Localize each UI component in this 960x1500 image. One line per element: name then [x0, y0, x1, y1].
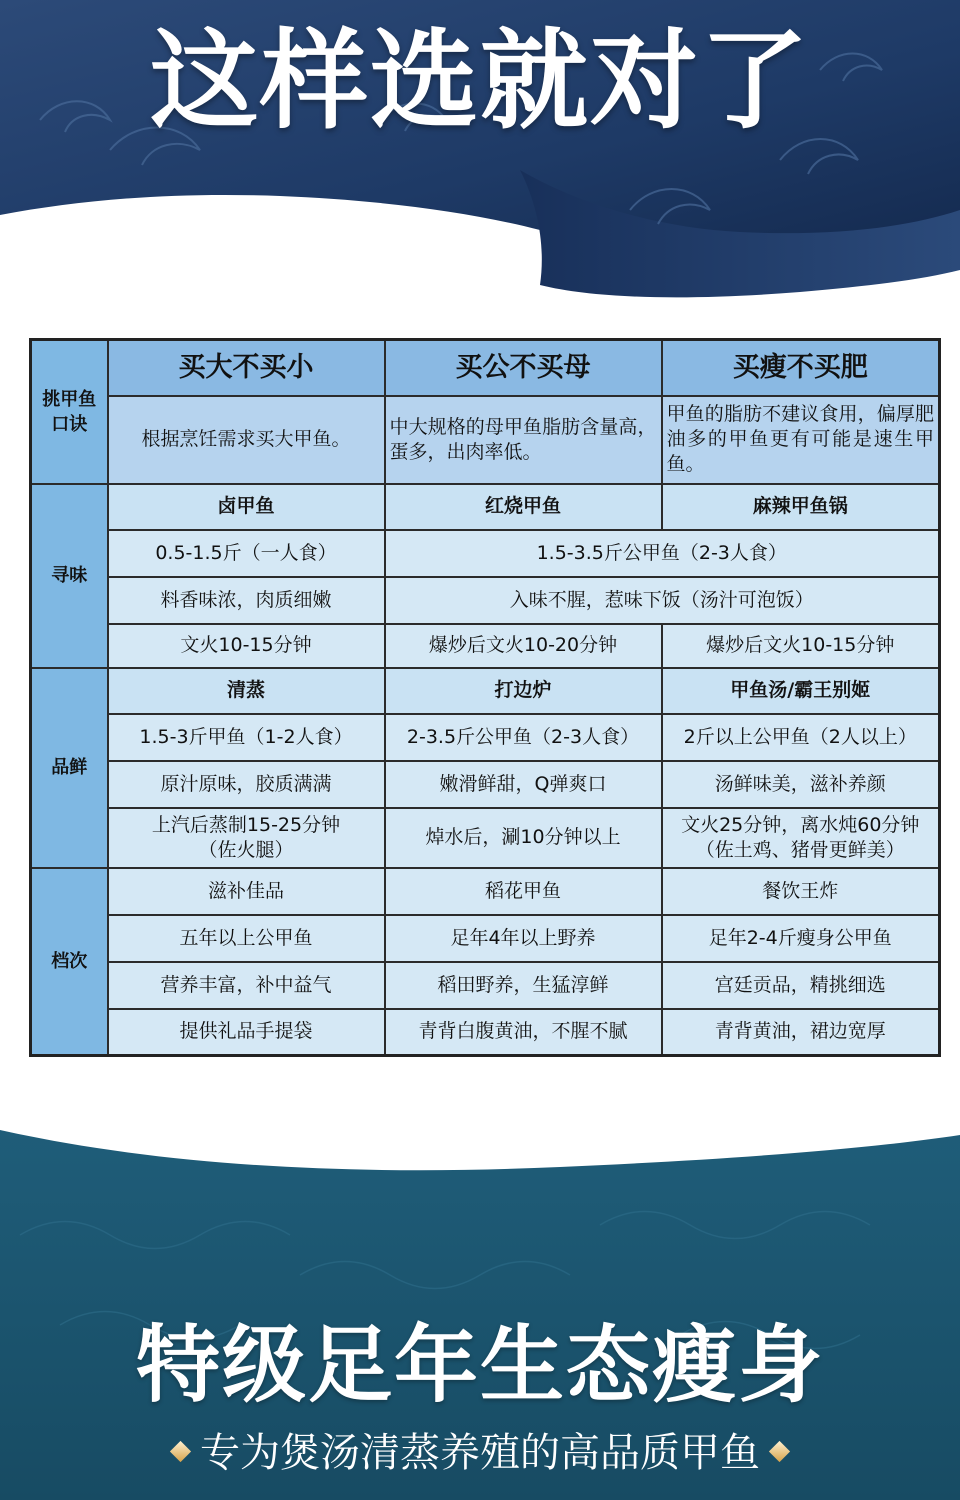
diamond-icon [769, 1440, 790, 1461]
grade-cell: 滋补佳品 [108, 868, 385, 915]
cook-cell: 爆炒后文火10-15分钟 [662, 624, 940, 668]
rule-title: 买大不买小 [108, 340, 385, 396]
grade-cell: 宫廷贡品，精挑细选 [662, 962, 940, 1009]
grade-cell: 足年2-4斤瘦身公甲鱼 [662, 915, 940, 962]
cook-cell: 文火10-15分钟 [108, 624, 385, 668]
footer-subtitle-row [0, 1423, 960, 1483]
rule-desc: 根据烹饪需求买大甲鱼。 [108, 396, 385, 484]
taste-cell: 汤鲜味美，滋补养颜 [662, 761, 940, 808]
taste-cell: 嫩滑鲜甜，Q弹爽口 [385, 761, 662, 808]
rule-desc: 中大规格的母甲鱼脂肪含量高，蛋多，出肉率低。 [385, 396, 662, 484]
rule-desc: 甲鱼的脂肪不建议食用，偏厚肥油多的甲鱼更有可能是速生甲鱼。 [662, 396, 940, 484]
cook-cell: 文火25分钟，离水炖60分钟 （佐土鸡、猪骨更鲜美） [662, 808, 940, 868]
dish-name: 清蒸 [108, 668, 385, 714]
size-cell-merged: 1.5-3.5斤公甲鱼（2-3人食） [385, 530, 940, 577]
cook-cell: 上汽后蒸制15-25分钟 （佐火腿） [108, 808, 385, 868]
taste-cell: 原汁原味，胶质满满 [108, 761, 385, 808]
rule-title: 买瘦不买肥 [662, 340, 940, 396]
grade-cell: 足年4年以上野养 [385, 915, 662, 962]
dish-name: 红烧甲鱼 [385, 484, 662, 530]
footer-subtitle: 专为煲汤清蒸养殖的高品质甲鱼 [200, 1430, 760, 1476]
dish-name: 麻辣甲鱼锅 [662, 484, 940, 530]
row-label-dangci: 档次 [31, 868, 108, 1056]
grade-cell: 稻田野养，生猛淳鲜 [385, 962, 662, 1009]
grade-cell: 青背白腹黄油，不腥不腻 [385, 1009, 662, 1056]
size-cell: 1.5-3斤甲鱼（1-2人食） [108, 714, 385, 761]
grade-cell: 五年以上公甲鱼 [108, 915, 385, 962]
cook-cell: 爆炒后文火10-20分钟 [385, 624, 662, 668]
size-cell: 2斤以上公甲鱼（2人以上） [662, 714, 940, 761]
size-cell: 0.5-1.5斤（一人食） [108, 530, 385, 577]
row-label-pinxian: 品鲜 [31, 668, 108, 868]
grade-cell: 营养丰富，补中益气 [108, 962, 385, 1009]
row-label-mnemonic: 挑甲鱼 口诀 [31, 340, 108, 484]
taste-cell: 料香味浓，肉质细嫩 [108, 577, 385, 624]
grade-cell: 餐饮王炸 [662, 868, 940, 915]
selection-guide-table [29, 338, 941, 1057]
cook-cell: 焯水后，涮10分钟以上 [385, 808, 662, 868]
diamond-icon [170, 1440, 191, 1461]
size-cell: 2-3.5斤公甲鱼（2-3人食） [385, 714, 662, 761]
dish-name: 甲鱼汤/霸王别姬 [662, 668, 940, 714]
dish-name: 打边炉 [385, 668, 662, 714]
grade-cell: 青背黄油，裙边宽厚 [662, 1009, 940, 1056]
grade-cell: 提供礼品手提袋 [108, 1009, 385, 1056]
footer-title: 特级足年生态瘦身 [135, 1315, 824, 1414]
grade-cell: 稻花甲鱼 [385, 868, 662, 915]
dish-name: 卤甲鱼 [108, 484, 385, 530]
taste-cell-merged: 入味不腥，惹味下饭（汤汁可泡饭） [385, 577, 940, 624]
row-label-xunwei: 寻味 [31, 484, 108, 668]
rule-title: 买公不买母 [385, 340, 662, 396]
page-title: 这样选就对了 [149, 18, 810, 144]
